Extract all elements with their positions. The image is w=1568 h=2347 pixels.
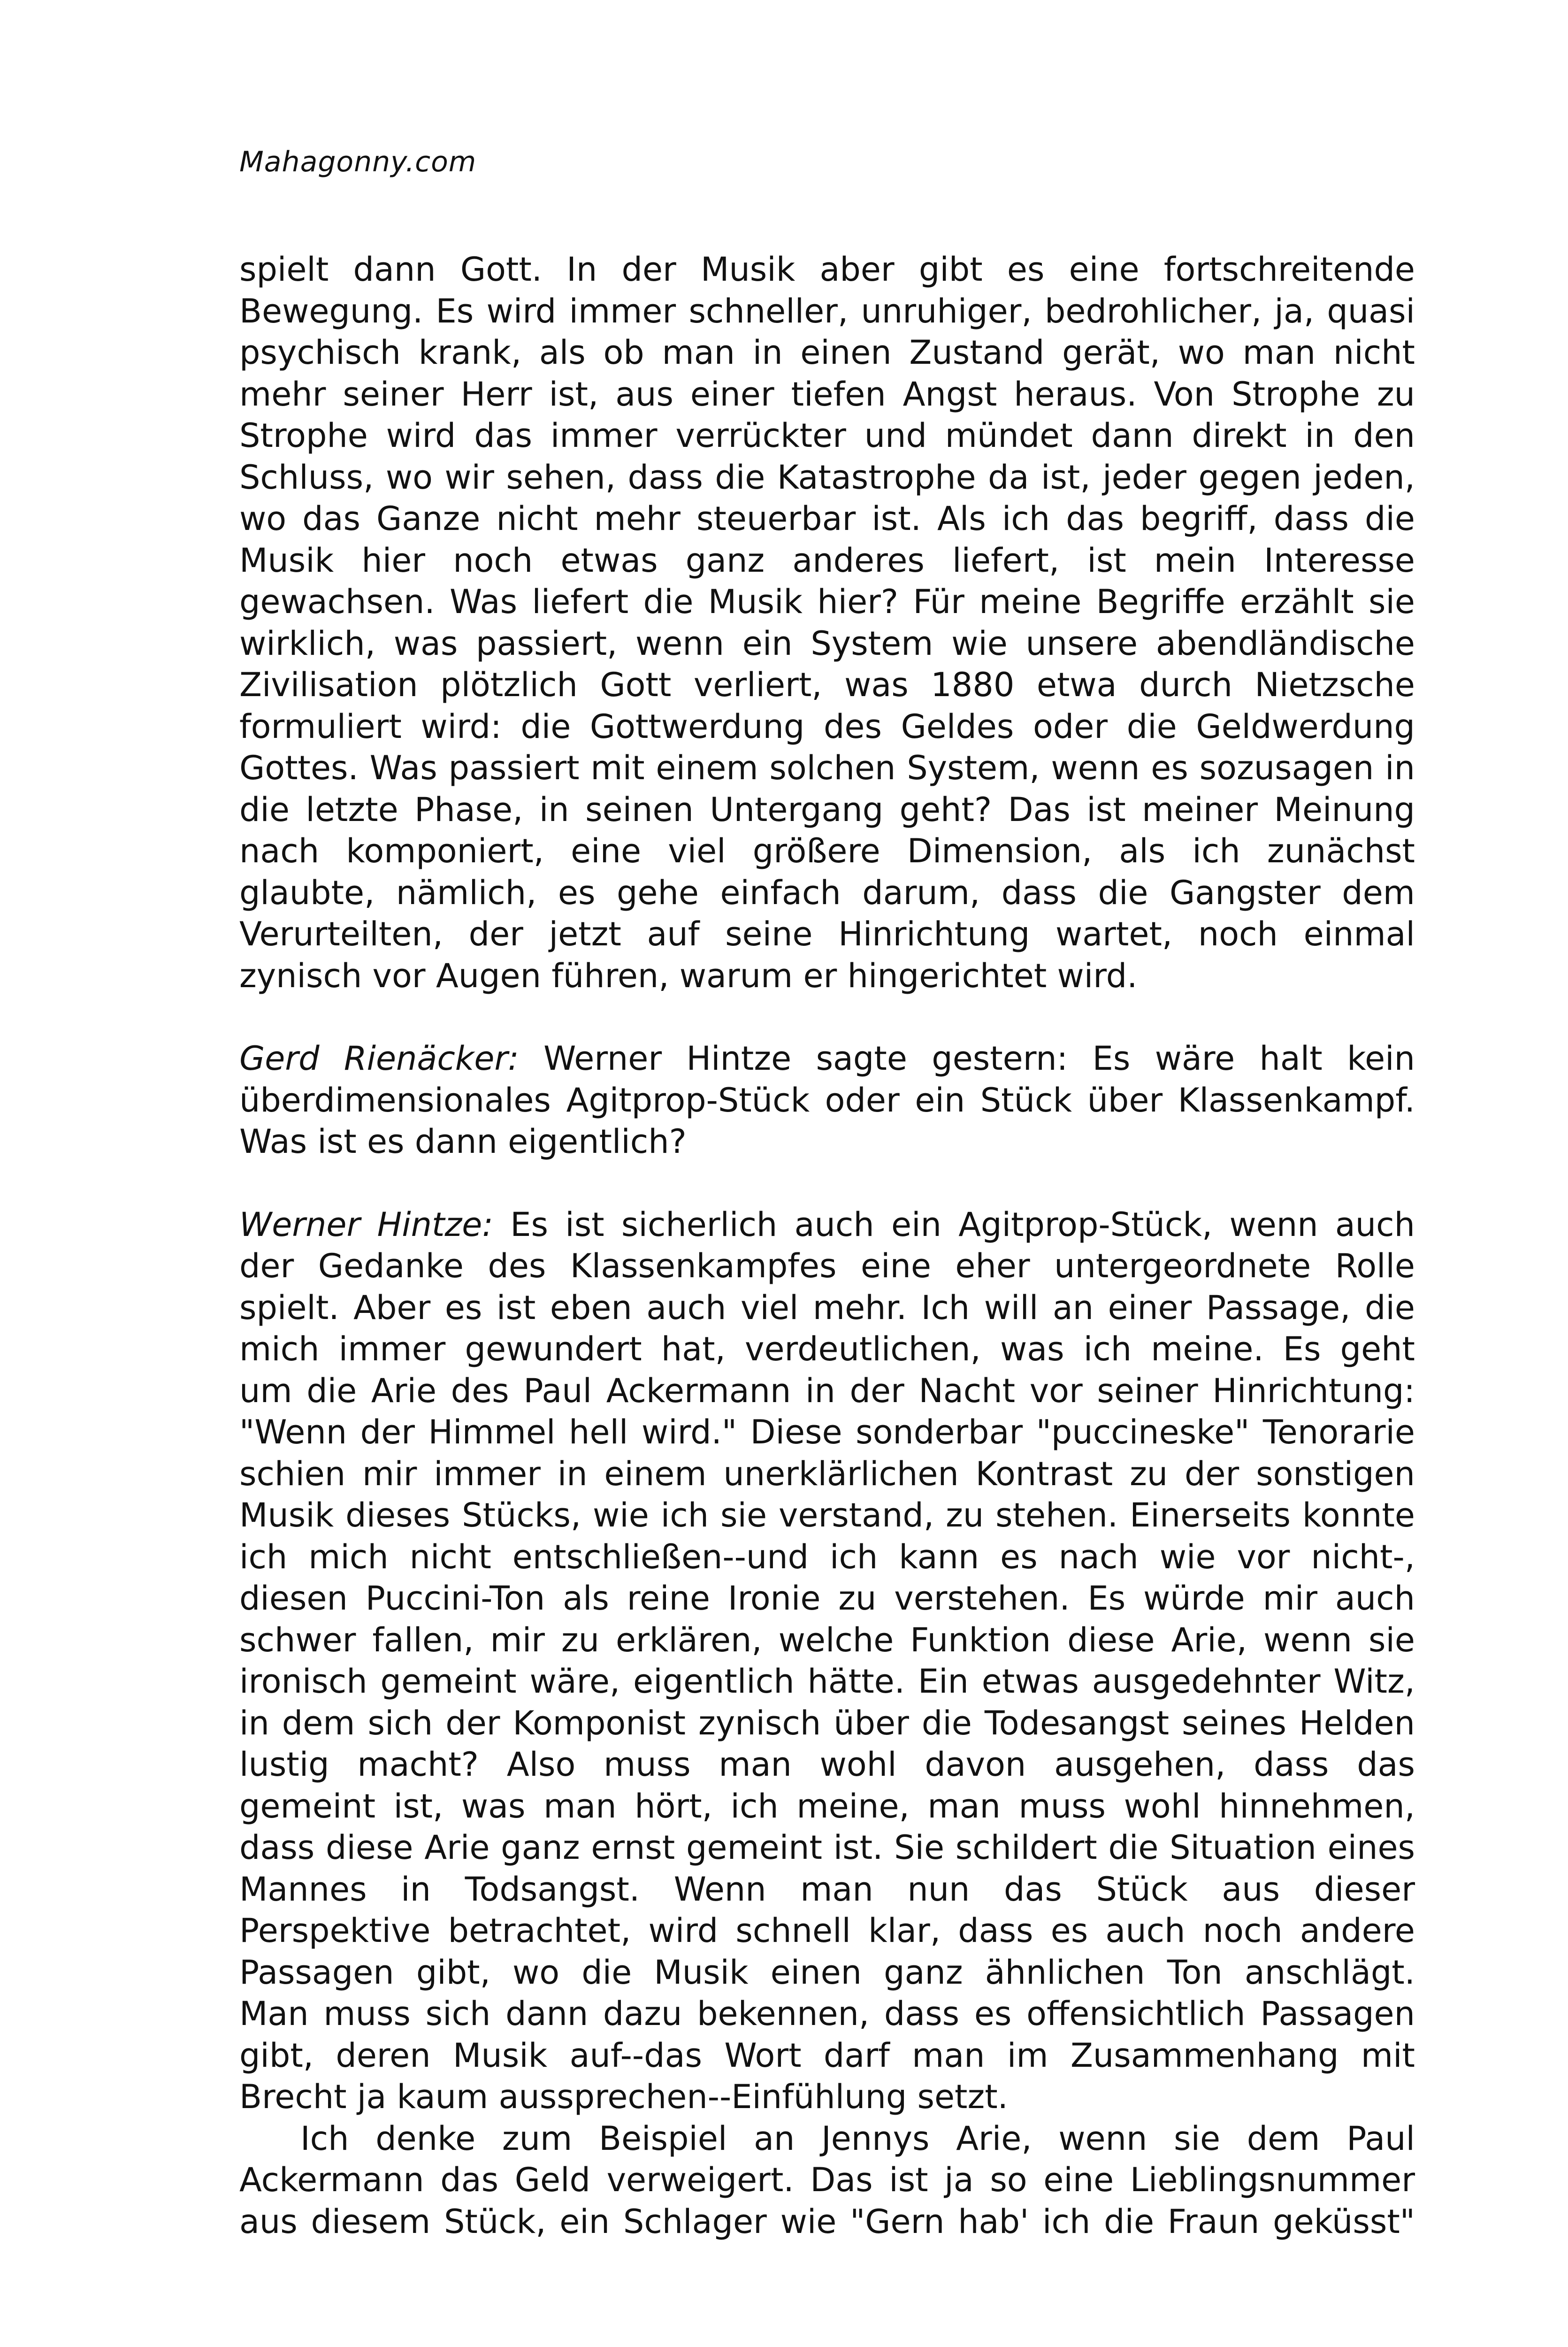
- text-line: spielt dann Gott. In der Musik aber gibt es eine fortschreitende: [239, 250, 1415, 289]
- text-line: Was ist es dann eigentlich?: [239, 1122, 687, 1161]
- text-line: "Wenn der Himmel hell wird." Diese sonderbar "puccineske" Tenorarie: [239, 1413, 1415, 1451]
- paragraph: [239, 1038, 1415, 1163]
- text-line: psychisch krank, als ob man in einen Zustand gerät, wo man nicht: [239, 333, 1415, 372]
- text-line: in dem sich der Komponist zynisch über die Todesangst seines Helden: [239, 1703, 1415, 1742]
- text-fragment: Werner Hintze sagte gestern: Es wäre halt kein: [519, 1039, 1415, 1078]
- text-line: überdimensionales Agitprop-Stück oder ein Stück über Klassenkampf.: [239, 1081, 1415, 1120]
- text-line: Mannes in Todsangst. Wenn man nun das Stück aus dieser: [239, 1870, 1415, 1909]
- text-line: Ich denke zum Beispiel an Jennys Arie, wenn sie dem Paul: [300, 2119, 1415, 2158]
- text-line: Brecht ja kaum aussprechen--Einfühlung setzt.: [239, 2078, 1008, 2116]
- text-line: Man muss sich dann dazu bekennen, dass es offensichtlich Passagen: [239, 1994, 1415, 2033]
- text-line: lustig macht? Also muss man wohl davon ausgehen, dass das: [239, 1745, 1415, 1784]
- text-line: um die Arie des Paul Ackermann in der Nacht vor seiner Hinrichtung:: [239, 1371, 1415, 1410]
- text-line: Musik dieses Stücks, wie ich sie verstand, zu stehen. Einerseits konnte: [239, 1496, 1415, 1534]
- text-line: schien mir immer in einem unerklärlichen Kontrast zu der sonstigen: [239, 1454, 1415, 1493]
- text-line: aus diesem Stück, ein Schlager wie "Gern hab' ich die Fraun geküsst": [239, 2202, 1415, 2241]
- text-line: mich immer gewundert hat, verdeutlichen, was ich meine. Es geht: [239, 1330, 1415, 1368]
- text-line: diesen Puccini-Ton als reine Ironie zu verstehen. Es würde mir auch: [239, 1579, 1415, 1618]
- text-line: Zivilisation plötzlich Gott verliert, was 1880 etwa durch Nietzsche: [239, 666, 1415, 704]
- text-line: Passagen gibt, wo die Musik einen ganz ähnlichen Ton anschlägt.: [239, 1953, 1415, 1992]
- text-line: Gottes. Was passiert mit einem solchen System, wenn es sozusagen in: [239, 749, 1415, 787]
- text-line: mehr seiner Herr ist, aus einer tiefen Angst heraus. Von Strophe zu: [239, 375, 1415, 414]
- text-line: [239, 1204, 1415, 1246]
- text-line: Schluss, wo wir sehen, dass die Katastrophe da ist, jeder gegen jeden,: [239, 458, 1415, 497]
- text-line: Bewegung. Es wird immer schneller, unruhiger, bedrohlicher, ja, quasi: [239, 291, 1415, 330]
- paragraph: [239, 1204, 1415, 2118]
- text-line: glaubte, nämlich, es gehe einfach darum, dass die Gangster dem: [239, 873, 1415, 912]
- text-line: ironisch gemeint wäre, eigentlich hätte. Ein etwas ausgedehnter Witz,: [239, 1662, 1415, 1701]
- article-body: [239, 249, 1415, 2242]
- text-line: der Gedanke des Klassenkampfes eine eher untergeordnete Rolle: [239, 1247, 1415, 1285]
- paragraph: [239, 2118, 1415, 2243]
- text-line: Perspektive betrachtet, wird schnell klar, dass es auch noch andere: [239, 1911, 1415, 1950]
- text-line: gewachsen. Was liefert die Musik hier? Für meine Begriffe erzählt sie: [239, 583, 1415, 621]
- text-line: dass diese Arie ganz ernst gemeint ist. Sie schildert die Situation eines: [239, 1828, 1415, 1867]
- speaker-name: Werner Hintze:: [239, 1205, 493, 1244]
- text-line: Musik hier noch etwas ganz anderes liefert, ist mein Interesse: [239, 541, 1415, 580]
- paragraph: [239, 249, 1415, 997]
- text-line: wirklich, was passiert, wenn ein System wie unsere abendländische: [239, 624, 1415, 663]
- text-line: wo das Ganze nicht mehr steuerbar ist. Als ich das begriff, dass die: [239, 499, 1415, 538]
- text-line: spielt. Aber es ist eben auch viel mehr. Ich will an einer Passage, die: [239, 1288, 1415, 1327]
- text-line: Ackermann das Geld verweigert. Das ist ja so eine Lieblingsnummer: [239, 2161, 1415, 2199]
- text-line: die letzte Phase, in seinen Untergang geht? Das ist meiner Meinung: [239, 790, 1415, 829]
- text-line: nach komponiert, eine viel größere Dimension, als ich zunächst: [239, 832, 1415, 870]
- text-line: gibt, deren Musik auf--das Wort darf man im Zusammenhang mit: [239, 2036, 1415, 2075]
- running-header: Mahagonny.com: [239, 146, 477, 178]
- text-line: formuliert wird: die Gottwerdung des Geldes oder die Geldwerdung: [239, 707, 1415, 746]
- text-line: Verurteilten, der jetzt auf seine Hinrichtung wartet, noch einmal: [239, 915, 1415, 953]
- text-fragment: Es ist sicherlich auch ein Agitprop-Stück, wenn auch: [493, 1205, 1415, 1244]
- text-line: schwer fallen, mir zu erklären, welche Funktion diese Arie, wenn sie: [239, 1620, 1415, 1659]
- speaker-name: Gerd Rienäcker:: [239, 1039, 519, 1078]
- text-line: zynisch vor Augen führen, warum er hingerichtet wird.: [239, 956, 1138, 995]
- text-line: gemeint ist, was man hört, ich meine, man muss wohl hinnehmen,: [239, 1787, 1415, 1825]
- text-line: ich mich nicht entschließen--und ich kann es nach wie vor nicht-,: [239, 1537, 1415, 1576]
- text-line: Strophe wird das immer verrückter und mündet dann direkt in den: [239, 416, 1415, 455]
- text-line: [239, 1038, 1415, 1080]
